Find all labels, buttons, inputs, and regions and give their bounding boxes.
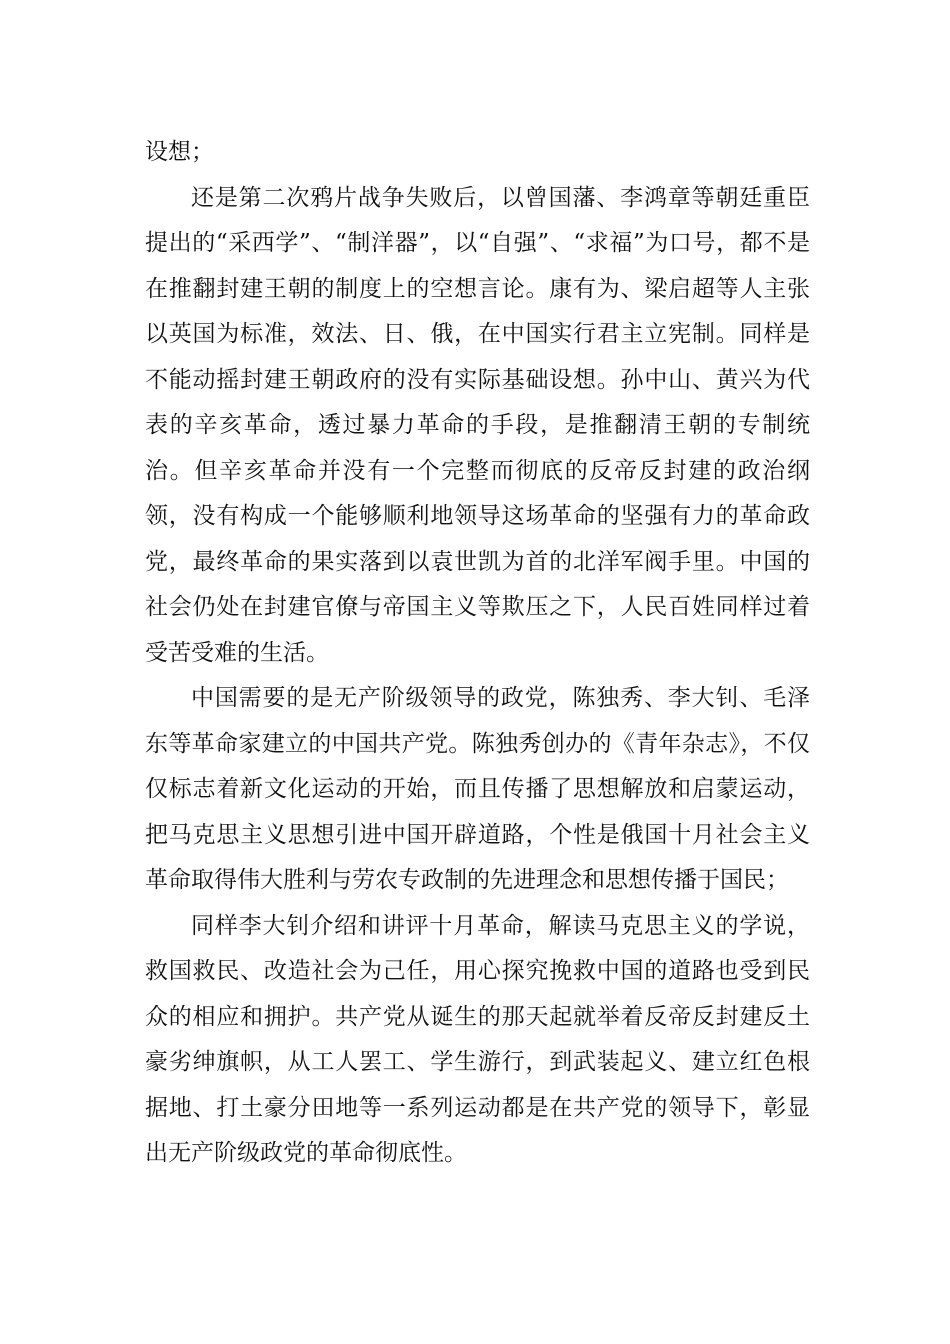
document-body: [145, 130, 810, 1177]
paragraph-3: 中国需要的是无产阶级领导的政党，陈独秀、李大钊、毛泽东等革命家建立的中国共产党。陈独秀创办的《青年杂志》，不仅仅标志着新文化运动的开始，而且传播了思想解放和启蒙运动，把马克思主义思想引进中国开辟道路，个性是俄国十月社会主义革命取得伟大胜利与劳农专政制的先进理念和思想传播于国民；: [145, 685, 810, 893]
paragraph-4: 同样李大钊介绍和讲评十月革命，解读马克思主义的学说，救国救民、改造社会为己任，用心探究挽救中国的道路也受到民众的相应和拥护。共产党从诞生的那天起就举着反帝反封建反土豪劣绅旗帜，从工人罢工、学生游行，到武装起义、建立红色根据地、打土豪分田地等一系列运动都是在共产党的领导下，彰显出无产阶级政党的革命彻底性。: [145, 912, 810, 1166]
paragraph-1: 设想；: [145, 139, 214, 165]
paragraph-2: 还是第二次鸦片战争失败后，以曾国藩、李鸿章等朝廷重臣提出的“采西学”、“制洋器”，以“自强”、“求福”为口号，都不是在推翻封建王朝的制度上的空想言论。康有为、梁启超等人主张以英国为标准，效法、日、俄，在中国实行君主立宪制。同样是不能动摇封建王朝政府的没有实际基础设想。孙中山、黄兴为代表的辛亥革命，透过暴力革命的手段，是推翻清王朝的专制统治。但辛亥革命并没有一个完整而彻底的反帝反封建的政治纲领，没有构成一个能够顺利地领导这场革命的坚强有力的革命政党，最终革命的果实落到以袁世凯为首的北洋军阀手里。中国的社会仍处在封建官僚与帝国主义等欺压之下，人民百姓同样过着受苦受难的生活。: [145, 184, 810, 666]
